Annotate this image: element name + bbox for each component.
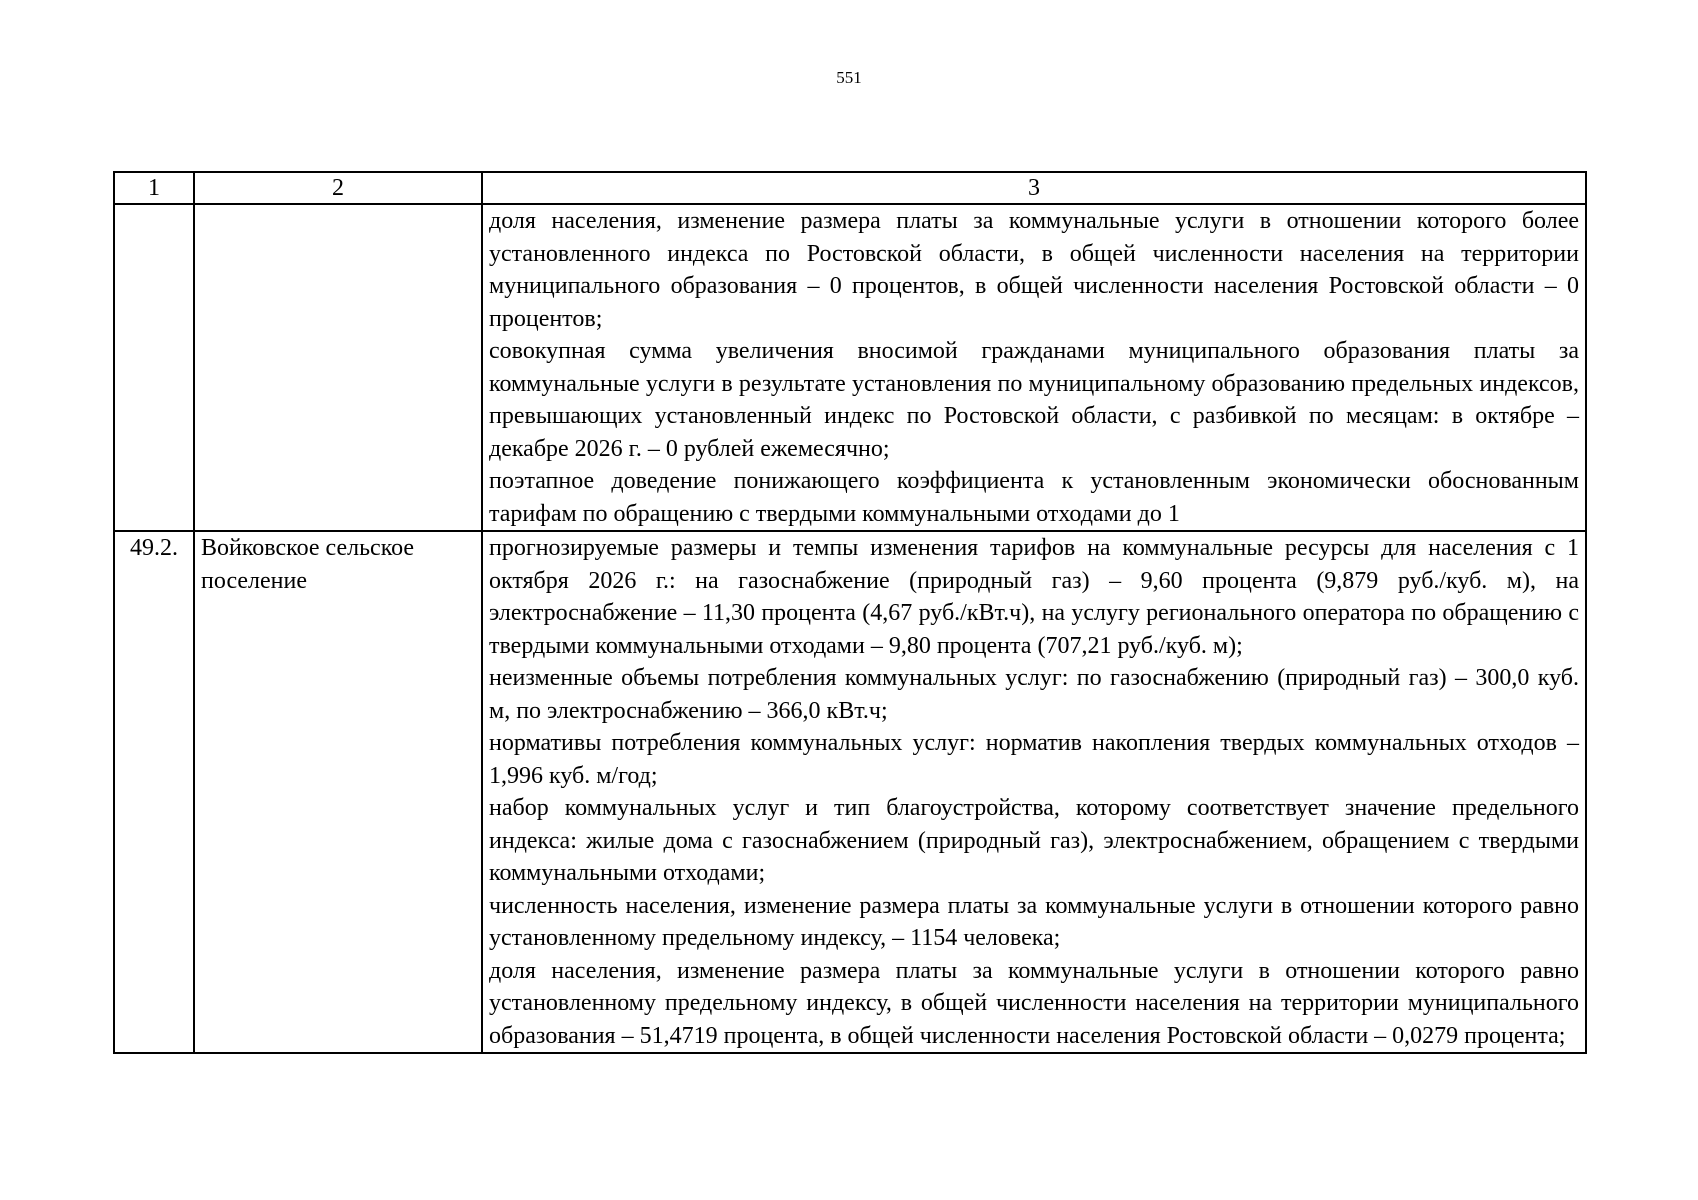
- municipality-name: Войковское сельское поселение: [194, 531, 482, 1053]
- paragraph: набор коммунальных услуг и тип благоустройства, которому соответствует значение предельного индекса: жилые дома с газоснабжением (природный газ), электроснабжением, обращением с твердыми коммунальными отходами;: [489, 795, 1579, 886]
- row-description: [482, 204, 1586, 531]
- table-row: [114, 531, 1586, 1053]
- municipality-name: [194, 204, 482, 531]
- row-number: 49.2.: [114, 531, 194, 1053]
- paragraph: численность населения, изменение размера платы за коммунальные услуги в отношении которого равно установленному предельному индексу, – 1154 человека;: [489, 892, 1579, 951]
- row-description: [482, 531, 1586, 1053]
- paragraph: поэтапное доведение понижающего коэффициента к установленным экономически обоснованным тарифам по обращению с твердыми коммунальными отходами до 1: [489, 468, 1579, 527]
- paragraph: неизменные объемы потребления коммунальных услуг: по газоснабжению (природный газ) – 300,0 куб. м, по электроснабжению – 366,0 кВт.ч;: [489, 665, 1579, 724]
- table-row: [114, 204, 1586, 531]
- column-header-2: 2: [194, 172, 482, 204]
- tariff-table: [113, 171, 1587, 1054]
- table-header-row: [114, 172, 1586, 204]
- paragraph: прогнозируемые размеры и темпы изменения тарифов на коммунальные ресурсы для населения с 1 октября 2026 г.: на газоснабжение (природный газ) – 9,60 процента (9,879 руб./куб. м), на электроснабжение – 11,30 процента (4,67 руб./кВт.ч), на услугу регионального оператора по обращению с твердыми коммунальными отходами – 9,80 процента (707,21 руб./куб. м);: [489, 535, 1579, 659]
- page-number: 551: [836, 68, 862, 87]
- row-number: [114, 204, 194, 531]
- paragraph: нормативы потребления коммунальных услуг: норматив накопления твердых коммунальных отходов – 1,996 куб. м/год;: [489, 730, 1579, 789]
- column-header-1: 1: [114, 172, 194, 204]
- paragraph: совокупная сумма увеличения вносимой гражданами муниципального образования платы за коммунальные услуги в результате установления по муниципальному образованию предельных индексов, превышающих установленный индекс по Ростовской области, с разбивкой по месяцам: в октябре – декабре 2026 г. – 0 рублей ежемесячно;: [489, 338, 1579, 462]
- paragraph: доля населения, изменение размера платы за коммунальные услуги в отношении которого равно установленному предельному индексу, в общей численности населения на территории муниципального образования – 51,4719 процента, в общей численности населения Ростовской области – 0,0279 процента;: [489, 957, 1579, 1049]
- column-header-3: 3: [482, 172, 1586, 204]
- paragraph: доля населения, изменение размера платы за коммунальные услуги в отношении которого более установленного индекса по Ростовской области, в общей численности населения на территории муниципального образования – 0 процентов, в общей численности населения Ростовской области – 0 процентов;: [489, 208, 1579, 332]
